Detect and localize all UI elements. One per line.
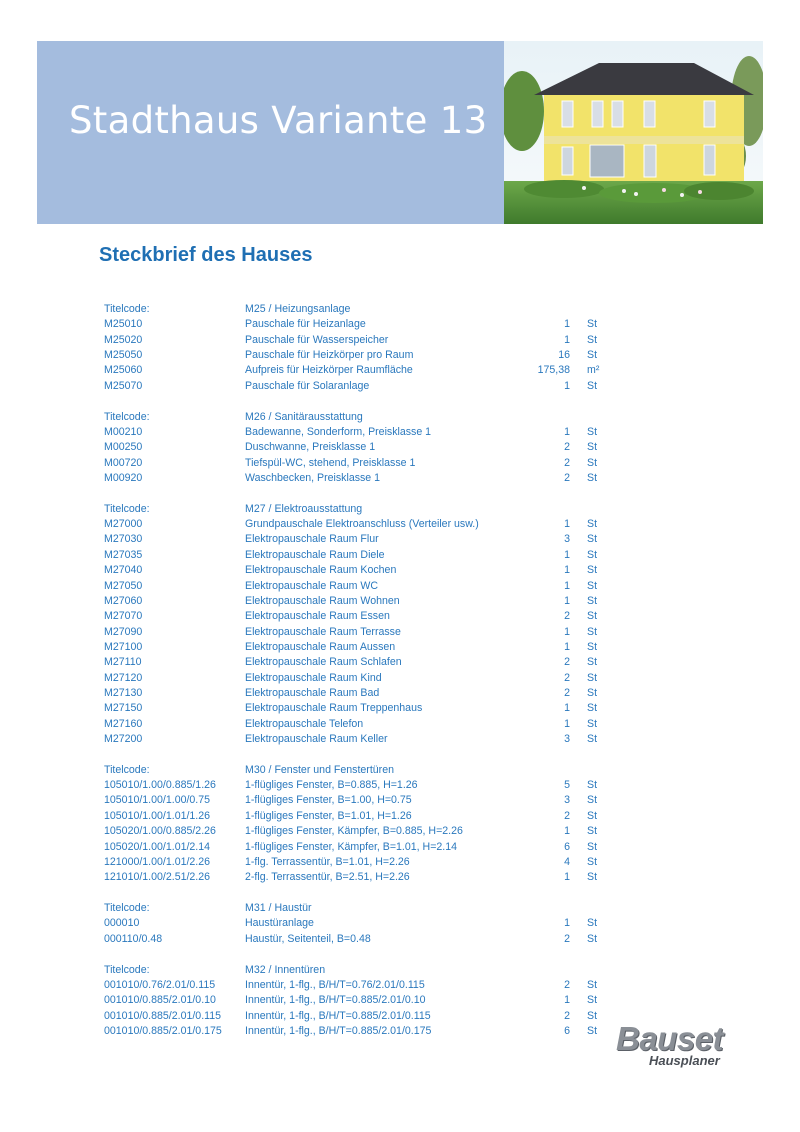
item-code: M27070 (104, 610, 143, 623)
item-quantity: 2 (564, 978, 570, 991)
item-unit: St (587, 779, 598, 792)
item-unit: St (587, 809, 598, 822)
group-header-row (104, 901, 624, 916)
spec-row (104, 517, 624, 532)
item-unit: St (587, 594, 598, 607)
item-quantity: 1 (564, 333, 570, 346)
item-code: M25060 (104, 364, 143, 377)
item-description: 1-flg. Terrassentür, B=1.01, H=2.26 (245, 855, 410, 868)
item-description: Pauschale für Solaranlage (245, 379, 370, 392)
spec-row (104, 348, 624, 363)
spec-row (104, 1009, 624, 1024)
spec-row (104, 686, 624, 701)
item-unit: St (587, 932, 598, 945)
item-quantity: 1 (564, 318, 570, 331)
spec-row (104, 1024, 624, 1039)
item-quantity: 2 (564, 809, 570, 822)
item-unit: St (587, 994, 598, 1007)
spec-row (104, 732, 624, 747)
item-description: Elektropauschale Raum Treppenhaus (245, 702, 423, 715)
item-description: Elektropauschale Raum WC (245, 579, 379, 592)
spec-row (104, 532, 624, 547)
item-unit: St (587, 471, 598, 484)
item-description: Pauschale für Wasserspeicher (245, 333, 389, 346)
item-quantity: 1 (564, 702, 570, 715)
item-unit: St (587, 564, 598, 577)
item-description: Elektropauschale Raum Schlafen (245, 656, 402, 669)
item-unit: St (587, 610, 598, 623)
item-code: M27060 (104, 594, 143, 607)
item-code: 105020/1.00/1.01/2.14 (104, 840, 211, 853)
spec-row (104, 855, 624, 870)
item-description: Elektropauschale Raum Aussen (245, 640, 396, 653)
spec-row (104, 717, 624, 732)
item-unit: St (587, 656, 598, 669)
spec-row (104, 625, 624, 640)
item-unit: St (587, 518, 598, 531)
item-quantity: 2 (564, 441, 570, 454)
item-code: 001010/0.76/2.01/0.115 (104, 978, 216, 991)
item-quantity: 175,38 (537, 364, 570, 377)
item-quantity: 1 (564, 717, 570, 730)
item-description: Aufpreis für Heizkörper Raumfläche (245, 364, 413, 377)
header-banner (37, 41, 763, 224)
item-quantity: 5 (564, 779, 570, 792)
item-description: 1-flügliges Fenster, Kämpfer, B=1.01, H=2.14 (245, 840, 457, 853)
spec-group (104, 963, 624, 1040)
spec-list (104, 302, 624, 1055)
item-code: M00720 (104, 456, 143, 469)
item-unit: St (587, 533, 598, 546)
item-description: Innentür, 1-flg., B/H/T=0.76/2.01/0.115 (245, 978, 425, 991)
spec-row (104, 425, 624, 440)
spec-row (104, 363, 624, 378)
item-code: 121000/1.00/1.01/2.26 (104, 855, 211, 868)
item-code: M27035 (104, 548, 143, 561)
group-header-row (104, 763, 624, 778)
group-name: M31 / Haustür (245, 902, 312, 915)
item-quantity: 1 (564, 579, 570, 592)
group-name: M32 / Innentüren (245, 963, 326, 976)
item-unit: St (587, 379, 598, 392)
item-description: Haustüranlage (245, 917, 314, 930)
item-description: Innentür, 1-flg., B/H/T=0.885/2.01/0.115 (245, 1009, 431, 1022)
spec-row (104, 548, 624, 563)
spec-row (104, 609, 624, 624)
item-description: Elektropauschale Raum Keller (245, 732, 388, 745)
item-quantity: 1 (564, 871, 570, 884)
item-description: Badewanne, Sonderform, Preisklasse 1 (245, 425, 432, 438)
item-quantity: 2 (564, 656, 570, 669)
item-code: M27050 (104, 579, 143, 592)
item-unit: St (587, 625, 598, 638)
group-name: M25 / Heizungsanlage (245, 303, 351, 315)
item-description: Elektropauschale Raum Kochen (245, 564, 397, 577)
item-code: 105010/1.00/1.00/0.75 (104, 794, 211, 807)
group-code-label: Titelcode: (104, 303, 150, 315)
item-code: M00250 (104, 441, 143, 454)
logo-sub: Hausplaner (649, 1053, 720, 1068)
item-unit: St (587, 855, 598, 868)
item-quantity: 1 (564, 379, 570, 392)
spec-row (104, 824, 624, 839)
item-unit: St (587, 840, 598, 853)
item-quantity: 4 (564, 855, 570, 868)
group-name: M26 / Sanitärausstattung (245, 410, 363, 423)
item-quantity: 2 (564, 671, 570, 684)
item-unit: St (587, 425, 598, 438)
item-code: 105010/1.00/1.01/1.26 (104, 809, 211, 822)
item-quantity: 1 (564, 625, 570, 638)
group-code-label: Titelcode: (104, 502, 150, 515)
item-quantity: 1 (564, 825, 570, 838)
item-description: Tiefspül-WC, stehend, Preisklasse 1 (245, 456, 416, 469)
group-header-row (104, 963, 624, 978)
item-description: Innentür, 1-flg., B/H/T=0.885/2.01/0.175 (245, 1024, 432, 1037)
spec-group (104, 763, 624, 886)
item-unit: St (587, 794, 598, 807)
item-code: M27100 (104, 640, 143, 653)
item-code: M25020 (104, 333, 143, 346)
item-quantity: 3 (564, 533, 570, 546)
spec-row (104, 671, 624, 686)
item-unit: St (587, 686, 598, 699)
item-code: M27200 (104, 732, 143, 745)
item-description: Duschwanne, Preisklasse 1 (245, 441, 376, 454)
item-code: 000010 (104, 917, 140, 930)
item-code: 105010/1.00/0.885/1.26 (104, 779, 216, 792)
item-code: M27090 (104, 625, 143, 638)
item-description: Elektropauschale Raum Flur (245, 533, 379, 546)
item-unit: St (587, 441, 598, 454)
item-quantity: 2 (564, 610, 570, 623)
item-description: Innentür, 1-flg., B/H/T=0.885/2.01/0.10 (245, 994, 426, 1007)
spec-row (104, 579, 624, 594)
item-quantity: 1 (564, 640, 570, 653)
group-header-row (104, 302, 624, 317)
item-code: M27030 (104, 533, 143, 546)
spec-group (104, 502, 624, 748)
item-unit: St (587, 640, 598, 653)
spec-row (104, 379, 624, 394)
house-photo (504, 41, 763, 224)
item-description: 1-flügliges Fenster, B=0.885, H=1.26 (245, 779, 418, 792)
item-code: M27160 (104, 717, 143, 730)
item-quantity: 1 (564, 994, 570, 1007)
spec-row (104, 870, 624, 885)
item-quantity: 1 (564, 548, 570, 561)
logo-brand: Bauset (616, 1020, 724, 1057)
bauset-logo (616, 1020, 746, 1072)
item-description: Elektropauschale Raum Terrasse (245, 625, 401, 638)
item-quantity: 2 (564, 471, 570, 484)
item-unit: St (587, 978, 598, 991)
item-description: 2-flg. Terrassentür, B=2.51, H=2.26 (245, 871, 410, 884)
item-quantity: 1 (564, 425, 570, 438)
item-code: M27110 (104, 656, 142, 669)
item-code: M25050 (104, 349, 143, 362)
item-unit: St (587, 702, 598, 715)
spec-row (104, 978, 624, 993)
item-description: Elektropauschale Raum Bad (245, 686, 380, 699)
item-code: M27120 (104, 671, 143, 684)
item-unit: m² (587, 364, 600, 377)
item-code: 001010/0.885/2.01/0.175 (104, 1024, 222, 1037)
item-unit: St (587, 333, 598, 346)
item-code: M00920 (104, 471, 143, 484)
item-quantity: 2 (564, 1009, 570, 1022)
item-description: Elektropauschale Raum Kind (245, 671, 382, 684)
item-description: Haustür, Seitenteil, B=0.48 (245, 932, 371, 945)
group-code-label: Titelcode: (104, 963, 150, 976)
item-unit: St (587, 1024, 598, 1037)
item-code: 001010/0.885/2.01/0.115 (104, 1009, 222, 1022)
item-unit: St (587, 579, 598, 592)
item-code: M27130 (104, 686, 143, 699)
spec-row (104, 640, 624, 655)
item-description: Elektropauschale Raum Wohnen (245, 594, 400, 607)
group-name: M27 / Elektroausstattung (245, 502, 363, 515)
item-unit: St (587, 917, 598, 930)
item-description: Elektropauschale Raum Diele (245, 548, 385, 561)
spec-row (104, 440, 624, 455)
item-quantity: 1 (564, 594, 570, 607)
spec-row (104, 456, 624, 471)
item-description: 1-flügliges Fenster, Kämpfer, B=0.885, H=2.26 (245, 825, 463, 838)
spec-row (104, 333, 624, 348)
spec-row (104, 778, 624, 793)
item-quantity: 1 (564, 917, 570, 930)
item-quantity: 2 (564, 932, 570, 945)
spec-row (104, 594, 624, 609)
item-description: Pauschale für Heizanlage (245, 318, 366, 331)
group-name: M30 / Fenster und Fenstertüren (245, 763, 394, 776)
group-header-row (104, 410, 624, 425)
item-code: 000110/0.48 (104, 932, 163, 945)
spec-row (104, 471, 624, 486)
item-quantity: 6 (564, 840, 570, 853)
item-quantity: 2 (564, 686, 570, 699)
item-code: M27040 (104, 564, 143, 577)
spec-group (104, 302, 624, 394)
item-code: 105020/1.00/0.885/2.26 (104, 825, 216, 838)
item-unit: St (587, 871, 598, 884)
item-code: M27000 (104, 518, 143, 531)
item-description: Elektropauschale Telefon (245, 717, 364, 730)
item-unit: St (587, 717, 598, 730)
item-unit: St (587, 456, 598, 469)
item-unit: St (587, 671, 598, 684)
spec-row (104, 563, 624, 578)
page-title: Stadthaus Variante 13 (69, 99, 488, 142)
item-unit: St (587, 825, 598, 838)
item-description: 1-flügliges Fenster, B=1.01, H=1.26 (245, 809, 412, 822)
item-quantity: 6 (564, 1024, 570, 1037)
spec-group (104, 410, 624, 487)
item-code: M25010 (104, 318, 143, 331)
spec-row (104, 993, 624, 1008)
item-code: M25070 (104, 379, 143, 392)
group-code-label: Titelcode: (104, 763, 150, 776)
spec-row (104, 317, 624, 332)
item-description: Elektropauschale Raum Essen (245, 610, 390, 623)
spec-row (104, 932, 624, 947)
item-code: M00210 (104, 425, 143, 438)
item-description: Grundpauschale Elektroanschluss (Verteiler usw.) (245, 518, 479, 531)
item-code: 001010/0.885/2.01/0.10 (104, 994, 216, 1007)
section-title: Steckbrief des Hauses (99, 244, 313, 266)
spec-row (104, 809, 624, 824)
group-code-label: Titelcode: (104, 410, 150, 423)
item-quantity: 3 (564, 732, 570, 745)
spec-row (104, 655, 624, 670)
item-quantity: 1 (564, 564, 570, 577)
item-unit: St (587, 1009, 598, 1022)
item-quantity: 16 (558, 349, 570, 362)
item-quantity: 2 (564, 456, 570, 469)
spec-row (104, 793, 624, 808)
item-unit: St (587, 349, 598, 362)
item-quantity: 1 (564, 518, 570, 531)
item-unit: St (587, 548, 598, 561)
group-code-label: Titelcode: (104, 902, 150, 915)
spec-row (104, 840, 624, 855)
item-description: 1-flügliges Fenster, B=1.00, H=0.75 (245, 794, 412, 807)
item-code: M27150 (104, 702, 143, 715)
item-unit: St (587, 318, 598, 331)
item-code: 121010/1.00/2.51/2.26 (104, 871, 211, 884)
item-description: Pauschale für Heizkörper pro Raum (245, 349, 414, 362)
item-description: Waschbecken, Preisklasse 1 (245, 471, 381, 484)
item-unit: St (587, 732, 598, 745)
spec-group (104, 901, 624, 947)
item-quantity: 3 (564, 794, 570, 807)
spec-row (104, 916, 624, 931)
group-header-row (104, 502, 624, 517)
spec-row (104, 701, 624, 716)
